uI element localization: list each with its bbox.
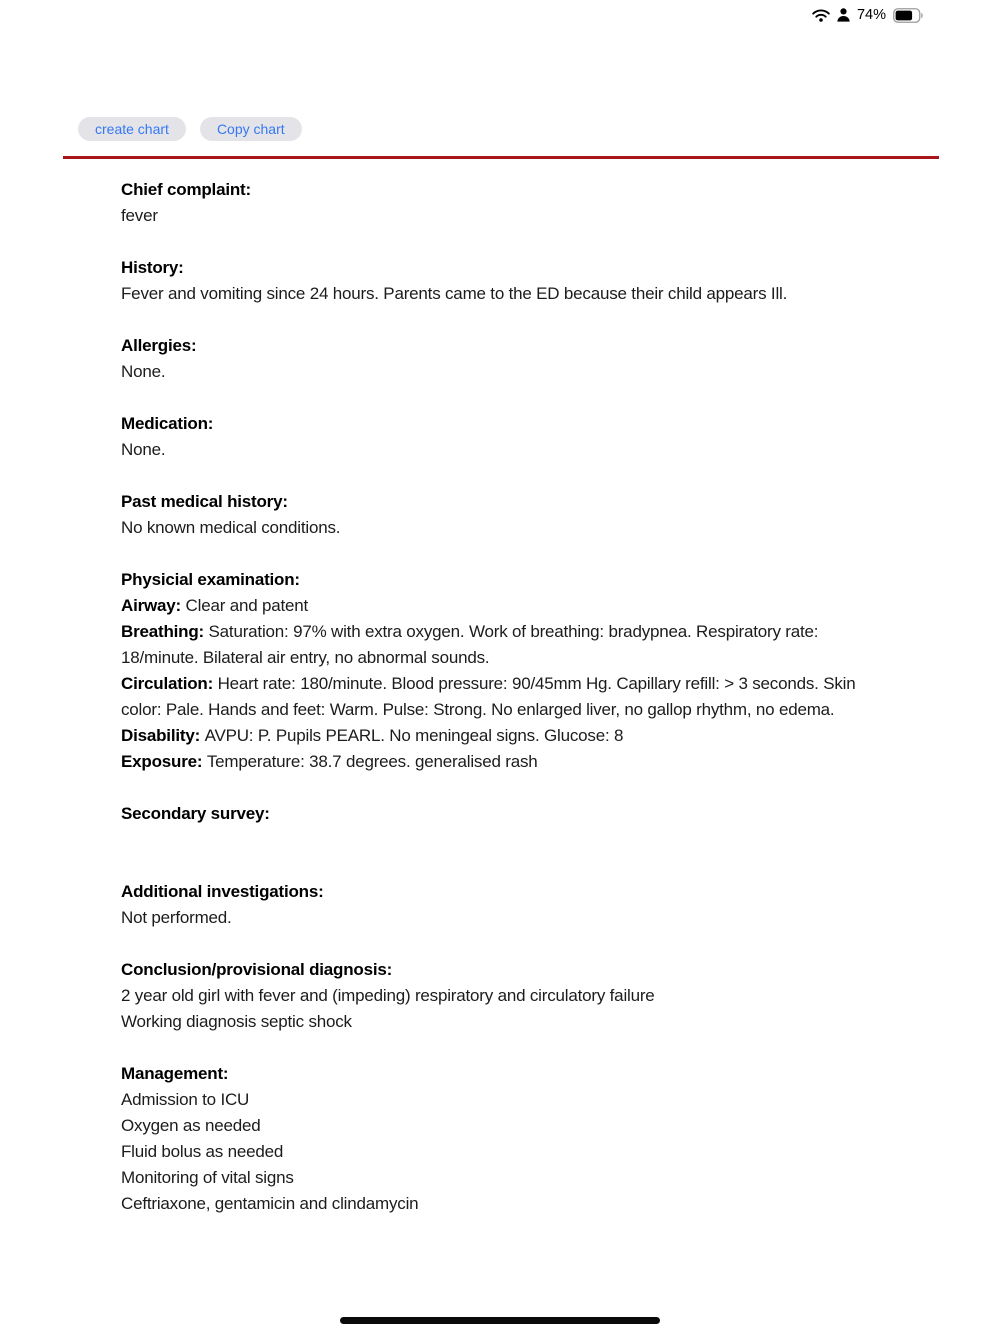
section-heading: Conclusion/provisional diagnosis:: [121, 960, 393, 979]
line-label: Disability:: [121, 726, 205, 745]
document-section: [121, 879, 893, 931]
section-line: Exposure: Temperature: 38.7 degrees. generalised rash: [121, 752, 538, 771]
line-label: Breathing:: [121, 622, 209, 641]
section-heading: History:: [121, 258, 184, 277]
document-section: [121, 957, 893, 1035]
document-section: [121, 567, 893, 775]
section-line: Monitoring of vital signs: [121, 1168, 294, 1187]
section-line: Breathing: Saturation: 97% with extra oxygen. Work of breathing: bradypnea. Respiratory rate: 18/minute. Bilateral air entry, no abnormal sounds.: [121, 622, 819, 667]
section-line: Oxygen as needed: [121, 1116, 261, 1135]
document-body: [121, 177, 893, 1243]
section-heading: Chief complaint:: [121, 180, 251, 199]
section-heading: Management:: [121, 1064, 229, 1083]
section-heading: Physicial examination:: [121, 570, 300, 589]
wifi-icon: [812, 9, 830, 22]
create-chart-button[interactable]: create chart: [78, 117, 186, 141]
home-indicator[interactable]: [340, 1317, 660, 1324]
document-section: [121, 1061, 893, 1217]
section-line: 2 year old girl with fever and (impeding) respiratory and circulatory failure: [121, 986, 655, 1005]
section-line: None.: [121, 362, 166, 381]
section-line: Circulation: Heart rate: 180/minute. Blood pressure: 90/45mm Hg. Capillary refill: > 3 seconds. Skin color: Pale. Hands and feet: Warm. Pulse: Strong. No enlarged liver, no gallop rhythm, no edema.: [121, 674, 856, 719]
section-heading: Past medical history:: [121, 492, 288, 511]
section-line: Not performed.: [121, 908, 232, 927]
section-line: Ceftriaxone, gentamicin and clindamycin: [121, 1194, 419, 1213]
line-label: Circulation:: [121, 674, 218, 693]
section-heading: Allergies:: [121, 336, 197, 355]
battery-percent: 74%: [856, 7, 886, 23]
document-section: [121, 177, 893, 229]
line-label: Airway:: [121, 596, 186, 615]
section-heading: Medication:: [121, 414, 214, 433]
section-line: No known medical conditions.: [121, 518, 341, 537]
section-line: Fever and vomiting since 24 hours. Parents came to the ED because their child appears Ill.: [121, 284, 788, 303]
document-section: [121, 801, 893, 853]
section-heading: Additional investigations:: [121, 882, 324, 901]
section-heading: Secondary survey:: [121, 804, 270, 823]
section-line: Airway: Clear and patent: [121, 596, 309, 615]
section-line: fever: [121, 206, 158, 225]
document-section: [121, 489, 893, 541]
toolbar: [78, 117, 302, 141]
copy-chart-button[interactable]: Copy chart: [200, 117, 302, 141]
section-line: Fluid bolus as needed: [121, 1142, 284, 1161]
section-line: [121, 827, 893, 853]
section-line: None.: [121, 440, 166, 459]
section-line: Disability: AVPU: P. Pupils PEARL. No meningeal signs. Glucose: 8: [121, 726, 624, 745]
person-icon: [837, 8, 850, 22]
battery-icon: [893, 8, 924, 23]
line-label: Exposure:: [121, 752, 207, 771]
red-divider: [63, 156, 939, 159]
status-bar: [812, 5, 924, 25]
section-line: Admission to ICU: [121, 1090, 250, 1109]
section-line: Working diagnosis septic shock: [121, 1012, 352, 1031]
document-section: [121, 255, 893, 307]
document-section: [121, 333, 893, 385]
document-section: [121, 411, 893, 463]
